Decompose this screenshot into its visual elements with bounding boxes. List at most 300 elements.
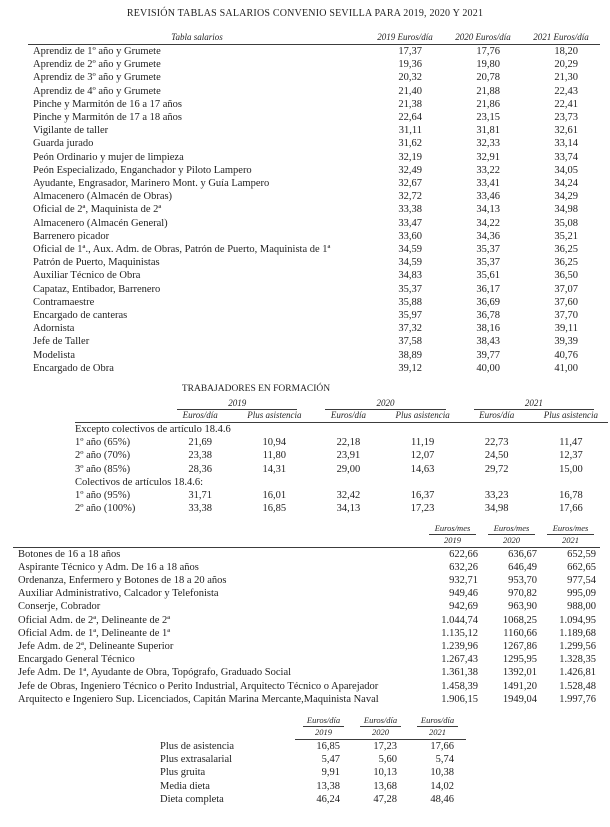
cell-value: 5,60 — [378, 754, 397, 766]
table-row — [28, 203, 600, 216]
cell-value: 33,41 — [476, 178, 500, 190]
table-row — [13, 600, 600, 613]
row-label: Ayudante, Engrasador, Marinero Mont. y Guía Lampero — [33, 178, 270, 190]
formacion-section-title: TRABAJADORES EN FORMACIÓN — [181, 384, 331, 395]
row-label: 2º año (100%) — [75, 503, 136, 515]
unit-header-euros-mes: Euros/mes — [482, 523, 541, 535]
cell-value: 1.997,76 — [559, 693, 596, 705]
cell-value: 1160,66 — [503, 627, 537, 639]
table-row — [75, 489, 608, 502]
cell-value — [460, 423, 534, 437]
formacion-year-2020: 2020 — [311, 398, 459, 410]
table-row — [28, 111, 600, 124]
row-label: Barrenero picador — [33, 230, 110, 242]
cell-value: 1068,25 — [502, 614, 537, 626]
table-row — [28, 71, 600, 84]
row-label: Plus gruita — [160, 767, 206, 779]
cell-value: 35,37 — [476, 257, 500, 269]
cell-value: 12,37 — [559, 450, 583, 462]
table-row — [28, 322, 600, 335]
cell-value: 21,30 — [554, 72, 578, 84]
row-label: Capataz, Entibador, Barrenero — [33, 283, 161, 295]
row-label: 2º año (70%) — [75, 450, 131, 462]
table-row — [28, 124, 600, 137]
cell-value: 23,15 — [476, 112, 500, 124]
formacion-subheader-row — [75, 410, 608, 423]
cell-value: 22,73 — [484, 437, 509, 449]
cell-value: 15,00 — [559, 463, 583, 475]
table-row — [75, 476, 608, 489]
cell-value: 21,38 — [398, 98, 422, 110]
table-row — [13, 614, 600, 627]
cell-value: 11,47 — [559, 437, 583, 449]
cell-value: 41,00 — [554, 362, 578, 374]
row-label: Pinche y Marmitón de 17 a 18 años — [33, 112, 183, 124]
cell-value: 34,29 — [554, 191, 578, 203]
cell-value: 1.328,35 — [559, 654, 596, 666]
row-label: 1º año (65%) — [75, 437, 131, 449]
row-label: Auxiliar Técnico de Obra — [33, 270, 141, 282]
cell-value: 18,20 — [554, 46, 578, 57]
table-row — [75, 502, 608, 515]
cell-value: 14,02 — [430, 780, 454, 792]
cell-value: 14,31 — [262, 463, 287, 475]
table-row — [28, 349, 600, 362]
salary-table-header-label: Tabla salarios — [28, 32, 366, 45]
cell-value: 33,47 — [398, 217, 422, 229]
row-label: Jefe Adm. De 1ª, Ayudante de Obra, Topógrafo, Graduado Social — [18, 667, 292, 679]
table-row — [28, 283, 600, 296]
cell-value: 37,58 — [398, 336, 422, 348]
cell-value — [534, 476, 608, 489]
salary-table-body — [28, 45, 600, 376]
subheader-euros-dia: Euros/día — [163, 410, 237, 423]
table-row — [28, 137, 600, 150]
cell-value: 31,11 — [398, 125, 422, 137]
cell-value: 1.239,96 — [441, 640, 478, 652]
cell-value: 32,49 — [398, 164, 422, 176]
cell-value: 23,38 — [188, 450, 213, 462]
cell-value: 34,59 — [398, 244, 422, 256]
cell-value: 33,74 — [554, 151, 578, 163]
monthly-unit-header-row — [13, 523, 600, 535]
cell-value: 32,33 — [476, 138, 500, 150]
cell-value: 19,80 — [476, 59, 500, 71]
row-label: Excepto colectivos de artículo 18.4.6 — [75, 424, 231, 436]
cell-value: 646,49 — [508, 561, 537, 573]
table-row — [13, 640, 600, 653]
formacion-year-2021: 2021 — [460, 398, 608, 410]
table-row — [28, 58, 600, 71]
spacer-cell — [75, 410, 163, 423]
table-row — [160, 766, 466, 779]
subheader-plus-asistencia: Plus asistencia — [534, 410, 608, 423]
row-label: Dieta completa — [160, 793, 224, 805]
cell-value: 37,32 — [398, 323, 422, 335]
table-row — [28, 151, 600, 164]
cell-value: 39,12 — [398, 362, 422, 374]
cell-value: 33,38 — [188, 503, 213, 515]
cell-value: 35,97 — [398, 310, 422, 322]
cell-value: 29,72 — [484, 463, 509, 475]
salary-table-header-2019: 2019 Euros/día — [366, 32, 444, 45]
row-label: Aspirante Técnico y Adm. De 16 a 18 años — [18, 561, 199, 573]
cell-value: 11,80 — [262, 450, 286, 462]
row-label: Jefe Adm. de 2ª, Delineante Superior — [18, 640, 174, 652]
table-row — [160, 793, 466, 806]
row-label: Auxiliar Administrativo, Calcador y Telefonista — [18, 588, 219, 600]
cell-value: 33,60 — [398, 230, 422, 242]
cell-value: 34,98 — [554, 204, 578, 216]
row-label: Adornista — [33, 323, 75, 335]
row-label: Oficial Adm. de 2ª, Delineante de 2ª — [18, 614, 171, 626]
cell-value: 988,00 — [567, 601, 596, 613]
cell-value: 21,88 — [476, 85, 500, 97]
pluses-year-2021: 2021 — [409, 727, 466, 740]
cell-value: 1.361,38 — [441, 667, 478, 679]
monthly-year-2019: 2019 — [423, 535, 482, 548]
cell-value — [534, 423, 608, 437]
cell-value: 12,07 — [410, 450, 435, 462]
monthly-year-2021: 2021 — [541, 535, 600, 548]
cell-value: 11,19 — [410, 437, 435, 449]
spacer-cell — [75, 398, 163, 410]
cell-value: 10,13 — [373, 767, 397, 779]
cell-value: 17,23 — [410, 503, 435, 515]
salary-table — [28, 32, 600, 375]
row-label: Patrón de Puerto, Maquinistas — [33, 257, 160, 269]
cell-value: 10,38 — [430, 767, 454, 779]
cell-value — [237, 423, 311, 437]
cell-value: 47,28 — [373, 793, 397, 805]
table-row — [28, 269, 600, 282]
cell-value: 16,85 — [262, 503, 287, 515]
cell-value: 636,67 — [508, 548, 537, 560]
row-label: Almacenero (Almacén General) — [33, 217, 168, 229]
cell-value: 35,08 — [554, 217, 578, 229]
salary-table-header-2021: 2021 Euros/día — [522, 32, 600, 45]
row-label: Conserje, Cobrador — [18, 601, 101, 613]
cell-value: 33,23 — [484, 490, 509, 502]
table-row — [28, 256, 600, 269]
cell-value: 16,85 — [316, 740, 340, 752]
cell-value: 932,71 — [449, 574, 478, 586]
row-label: Encargado de canteras — [33, 310, 128, 322]
cell-value: 36,69 — [476, 296, 500, 308]
cell-value: 39,77 — [476, 349, 500, 361]
table-row — [13, 561, 600, 574]
cell-value: 36,25 — [554, 257, 578, 269]
row-label: Vigilante de taller — [33, 125, 109, 137]
table-row — [28, 217, 600, 230]
cell-value: 622,66 — [449, 548, 478, 560]
cell-value: 1949,04 — [502, 693, 537, 705]
cell-value: 5,74 — [435, 754, 454, 766]
subheader-plus-asistencia: Plus asistencia — [386, 410, 460, 423]
cell-value: 31,62 — [398, 138, 422, 150]
pluses-year-2020: 2020 — [352, 727, 409, 740]
cell-value: 1.458,39 — [441, 680, 478, 692]
row-label: Oficial de 1ª., Aux. Adm. de Obras, Patrón de Puerto, Maquinista de 1ª — [33, 244, 331, 256]
table-row — [28, 164, 600, 177]
cell-value: 13,68 — [373, 780, 397, 792]
table-row — [13, 627, 600, 640]
cell-value: 35,21 — [554, 230, 578, 242]
row-label: Modelista — [33, 349, 75, 361]
cell-value: 1.094,95 — [559, 614, 596, 626]
table-row — [28, 85, 600, 98]
row-label: Plus de asistencia — [160, 740, 235, 752]
salary-table-header-2020: 2020 Euros/día — [444, 32, 522, 45]
cell-value: 40,76 — [554, 349, 578, 361]
cell-value: 32,72 — [398, 191, 422, 203]
cell-value: 9,91 — [321, 767, 340, 779]
cell-value: 1392,01 — [502, 667, 537, 679]
row-label: Plus extrasalarial — [160, 754, 233, 766]
table-row — [160, 753, 466, 766]
cell-value: 32,91 — [476, 151, 500, 163]
row-label: Ordenanza, Enfermero y Botones de 18 a 20 años — [18, 574, 227, 586]
cell-value: 977,54 — [567, 574, 596, 586]
table-row — [13, 587, 600, 600]
row-label: Aprendiz de 2º año y Grumete — [33, 59, 161, 71]
cell-value: 1.135,12 — [441, 627, 478, 639]
cell-value: 5,47 — [321, 754, 340, 766]
table-row — [13, 574, 600, 587]
row-label: Contramaestre — [33, 296, 95, 308]
cell-value: 39,11 — [554, 323, 578, 335]
row-label: Oficial Adm. de 1ª, Delineante de 1ª — [18, 627, 171, 639]
cell-value: 953,70 — [508, 574, 537, 586]
cell-value: 48,46 — [430, 793, 454, 805]
cell-value: 22,64 — [398, 112, 422, 124]
cell-value: 21,40 — [398, 85, 422, 97]
table-row — [28, 309, 600, 322]
cell-value: 14,63 — [410, 463, 435, 475]
cell-value: 23,91 — [336, 450, 361, 462]
cell-value: 1.528,48 — [559, 680, 596, 692]
cell-value: 17,66 — [559, 503, 583, 515]
cell-value: 1.426,81 — [559, 667, 596, 679]
cell-value: 995,09 — [567, 588, 596, 600]
cell-value: 20,78 — [476, 72, 500, 84]
formacion-table-body — [75, 423, 608, 516]
cell-value: 632,26 — [449, 561, 478, 573]
cell-value: 24,50 — [484, 450, 509, 462]
table-row — [13, 547, 600, 561]
table-row — [75, 463, 608, 476]
row-label: Aprendiz de 1º año y Grumete — [33, 46, 161, 57]
cell-value: 28,36 — [188, 463, 213, 475]
formacion-year-2019: 2019 — [163, 398, 311, 410]
cell-value: 17,66 — [430, 740, 454, 752]
cell-value: 33,38 — [398, 204, 422, 216]
formacion-table — [75, 398, 608, 515]
cell-value: 33,46 — [476, 191, 500, 203]
cell-value: 949,46 — [449, 588, 478, 600]
spacer-cell — [160, 727, 295, 740]
cell-value: 1.267,43 — [441, 654, 478, 666]
cell-value: 40,00 — [476, 362, 500, 374]
table-row — [160, 780, 466, 793]
cell-value: 38,43 — [476, 336, 500, 348]
cell-value: 22,43 — [554, 85, 578, 97]
monthly-year-header-row — [13, 535, 600, 548]
cell-value: 652,59 — [567, 548, 596, 560]
cell-value: 942,69 — [449, 601, 478, 613]
row-label: Peón Especializado, Enganchador y Piloto Lampero — [33, 164, 252, 176]
row-label: 3º año (85%) — [75, 463, 131, 475]
table-row — [75, 423, 608, 437]
table-row — [28, 98, 600, 111]
pluses-unit-header-row — [160, 715, 466, 727]
row-label: Aprendiz de 4º año y Grumete — [33, 85, 161, 97]
unit-header-euros-dia: Euros/día — [409, 715, 466, 727]
cell-value — [386, 423, 460, 437]
cell-value: 1.044,74 — [441, 614, 478, 626]
cell-value: 36,50 — [554, 270, 578, 282]
row-label: Guarda jurado — [33, 138, 94, 150]
unit-header-euros-mes: Euros/mes — [423, 523, 482, 535]
cell-value: 23,73 — [554, 112, 578, 124]
row-label: Almacenero (Almacén de Obras) — [33, 191, 173, 203]
row-label: Aprendiz de 3º año y Grumete — [33, 72, 161, 84]
spacer-cell — [13, 523, 423, 535]
cell-value: 20,32 — [398, 72, 422, 84]
cell-value: 1.189,68 — [559, 627, 596, 639]
cell-value: 1267,86 — [502, 640, 537, 652]
unit-header-euros-dia: Euros/día — [352, 715, 409, 727]
cell-value: 34,13 — [476, 204, 500, 216]
row-label: Botones de 16 a 18 años — [18, 548, 121, 560]
pluses-year-2019: 2019 — [295, 727, 352, 740]
row-label: 1º año (95%) — [75, 490, 131, 502]
cell-value: 35,88 — [398, 296, 422, 308]
pluses-table — [160, 715, 466, 806]
table-row — [28, 45, 600, 59]
cell-value: 963,90 — [508, 601, 537, 613]
row-label: Oficial de 2ª, Maquinista de 2ª — [33, 204, 162, 216]
monthly-year-2020: 2020 — [482, 535, 541, 548]
row-label: Jefe de Taller — [33, 336, 90, 348]
row-label: Encargado General Técnico — [18, 654, 135, 666]
cell-value: 38,89 — [398, 349, 422, 361]
cell-value: 36,78 — [476, 310, 500, 322]
row-label: Colectivos de artículos 18.4.6: — [75, 476, 204, 488]
cell-value: 34,22 — [476, 217, 500, 229]
cell-value: 16,37 — [410, 490, 435, 502]
table-row — [28, 230, 600, 243]
spacer-cell — [160, 715, 295, 727]
cell-value: 34,83 — [398, 270, 422, 282]
spacer-cell — [13, 535, 423, 548]
table-row — [160, 739, 466, 753]
cell-value: 38,16 — [476, 323, 500, 335]
cell-value: 17,76 — [476, 46, 500, 57]
cell-value: 970,82 — [508, 588, 537, 600]
cell-value: 37,70 — [554, 310, 578, 322]
cell-value: 20,29 — [554, 59, 578, 71]
monthly-salary-table-body — [13, 547, 600, 706]
cell-value: 36,17 — [476, 283, 500, 295]
row-label: Media dieta — [160, 780, 210, 792]
cell-value: 32,42 — [336, 490, 361, 502]
table-row — [13, 666, 600, 679]
row-label: Encargado de Obra — [33, 362, 114, 374]
cell-value: 32,67 — [398, 178, 422, 190]
cell-value: 31,71 — [188, 490, 213, 502]
cell-value: 34,98 — [484, 503, 509, 515]
unit-header-euros-dia: Euros/día — [295, 715, 352, 727]
row-label: Arquitecto e Ingeniero Sup. Licenciados, Capitán Marina Mercante,Maquinista Naval — [18, 693, 379, 705]
table-row — [13, 653, 600, 666]
cell-value: 35,37 — [476, 244, 500, 256]
cell-value: 17,23 — [373, 740, 397, 752]
cell-value: 32,61 — [554, 125, 578, 137]
table-row — [75, 436, 608, 449]
subheader-euros-dia: Euros/día — [311, 410, 385, 423]
subheader-euros-dia: Euros/día — [460, 410, 534, 423]
salary-table-header-row — [28, 32, 600, 45]
cell-value: 34,13 — [336, 503, 361, 515]
cell-value: 35,61 — [476, 270, 500, 282]
table-row — [28, 190, 600, 203]
cell-value — [460, 476, 534, 489]
cell-value: 35,37 — [398, 283, 422, 295]
cell-value: 1491,20 — [502, 680, 537, 692]
formacion-year-header-row — [75, 398, 608, 410]
cell-value: 32,19 — [398, 151, 422, 163]
cell-value: 34,05 — [554, 164, 578, 176]
table-row — [13, 680, 600, 693]
unit-header-euros-mes: Euros/mes — [541, 523, 600, 535]
table-row — [28, 335, 600, 348]
cell-value: 16,01 — [262, 490, 287, 502]
cell-value: 33,22 — [476, 164, 500, 176]
row-label: Pinche y Marmitón de 16 a 17 años — [33, 98, 183, 110]
cell-value: 31,81 — [476, 125, 500, 137]
cell-value: 34,24 — [554, 178, 578, 190]
row-label: Peón Ordinario y mujer de limpieza — [33, 151, 184, 163]
cell-value — [386, 476, 460, 489]
cell-value: 36,25 — [554, 244, 578, 256]
cell-value: 21,86 — [476, 98, 500, 110]
cell-value: 37,07 — [554, 283, 578, 295]
cell-value: 13,38 — [316, 780, 340, 792]
cell-value: 34,59 — [398, 257, 422, 269]
cell-value: 22,18 — [336, 437, 361, 449]
cell-value: 10,94 — [262, 437, 287, 449]
table-row — [28, 362, 600, 375]
cell-value — [237, 476, 311, 489]
row-label: Jefe de Obras, Ingeniero Técnico o Perito Industrial, Arquitecto Técnico o Aparejador — [18, 680, 379, 692]
document-title: REVISIÓN TABLAS SALARIOS CONVENIO SEVILLA PARA 2019, 2020 Y 2021 — [126, 8, 484, 19]
cell-value: 1295,95 — [502, 654, 537, 666]
pluses-year-header-row — [160, 727, 466, 740]
cell-value: 21,69 — [188, 437, 213, 449]
monthly-salary-table — [13, 523, 600, 706]
table-row — [28, 296, 600, 309]
table-row — [28, 243, 600, 256]
table-row — [28, 177, 600, 190]
cell-value: 29,00 — [336, 463, 361, 475]
cell-value: 662,65 — [567, 561, 596, 573]
cell-value: 39,39 — [554, 336, 578, 348]
cell-value: 33,14 — [554, 138, 578, 150]
subheader-plus-asistencia: Plus asistencia — [237, 410, 311, 423]
cell-value: 34,36 — [476, 230, 500, 242]
table-row — [13, 693, 600, 706]
